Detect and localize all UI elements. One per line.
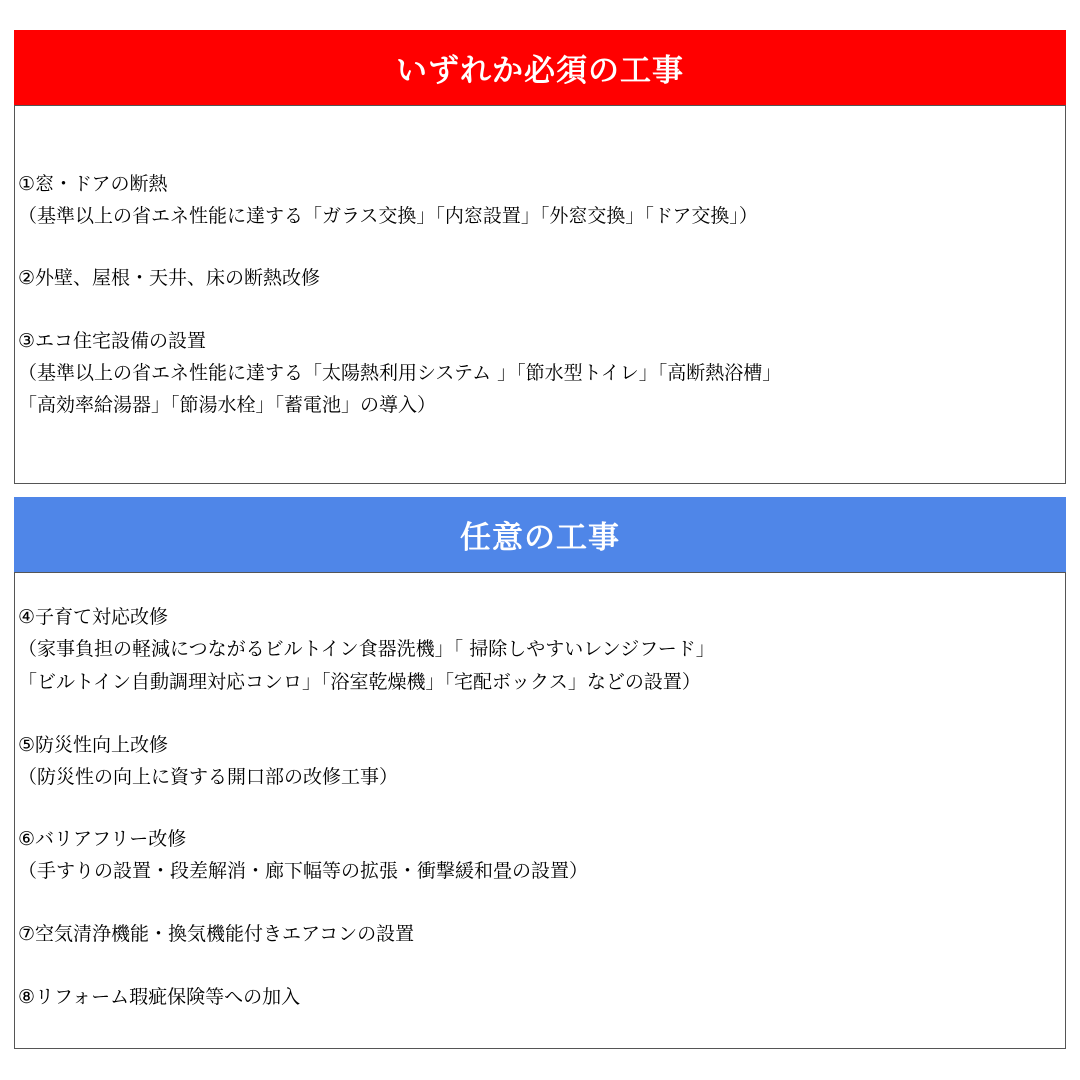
optional-item-5-detail: （防災性の向上に資する開口部の改修工事） (18, 766, 399, 788)
required-works-header (14, 30, 1066, 106)
required-item-1-title: ①窓・ドアの断熱 (18, 173, 168, 195)
optional-works-title: 任意の工事 (460, 520, 620, 556)
optional-works-header (14, 497, 1066, 573)
optional-item-4-detail-2: 「ビルトイン自動調理対応コンロ」「浴室乾燥機」「宅配ボックス」などの設置） (18, 671, 701, 693)
optional-works-panel (14, 497, 1066, 1049)
required-item-3-detail-2: 「高効率給湯器」「節湯水栓」「蓄電池」の導入） (18, 394, 437, 416)
optional-item-4-detail-1: （家事負担の軽減につながるビルトイン食器洗機」「 掃除しやすいレンジフード」 (18, 638, 715, 660)
required-works-title: いずれか必須の工事 (396, 53, 684, 89)
required-item-1-detail: （基準以上の省エネ性能に達する「ガラス交換」「内窓設置」「外窓交換」「ドア交換」） (18, 205, 758, 227)
optional-item-6-title: ⑥バリアフリー改修 (18, 828, 187, 850)
optional-item-7-title: ⑦空気清浄機能・換気機能付きエアコンの設置 (18, 923, 415, 945)
required-item-3-detail-1: （基準以上の省エネ性能に達する「太陽熱利用システム 」「節水型トイレ」「高断熱浴槽」 (18, 362, 782, 384)
optional-item-8-title: ⑧リフォーム瑕疵保険等への加入 (18, 986, 301, 1008)
required-item-3-title: ③エコ住宅設備の設置 (18, 330, 207, 352)
optional-item-6-detail: （手すりの設置・段差解消・廊下幅等の拡張・衝撃緩和畳の設置） (18, 860, 589, 882)
required-item-2-title: ②外壁、屋根・天井、床の断熱改修 (18, 267, 321, 289)
optional-item-4-title: ④子育て対応改修 (18, 606, 169, 628)
optional-item-5-title: ⑤防災性向上改修 (18, 734, 169, 756)
required-works-panel (14, 30, 1066, 484)
